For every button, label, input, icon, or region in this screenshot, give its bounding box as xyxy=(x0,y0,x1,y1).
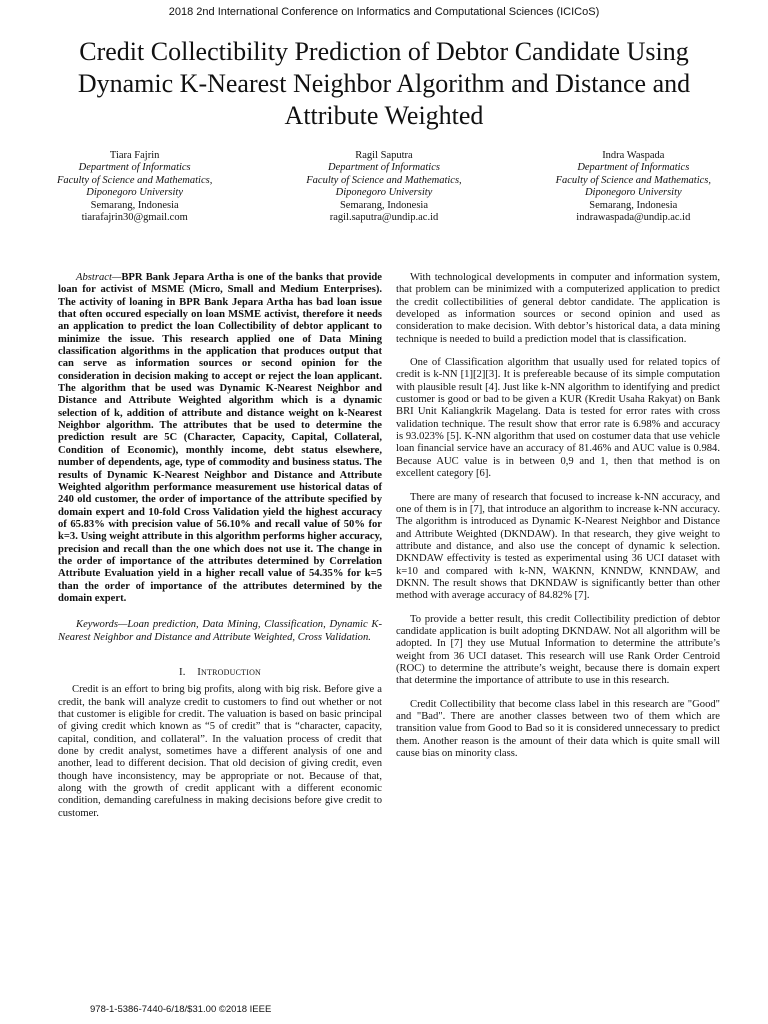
author-univ: Diponegoro University xyxy=(584,187,682,199)
author-email: ragil.saputra@undip.ac.id xyxy=(329,212,439,224)
section-number: I. xyxy=(178,665,186,678)
abstract-text: BPR Bank Jepara Artha is one of the banks that provide loan for activist of MSME (Micro, Small and Medium Enterprises). The activity of loaning in BPR Bank Jepara Artha has bad loan issue that often occured especially on loan MSME activist, therefore it needs an application to predict the loan Collectibility of debtor applicant to minimize the issue. This research applied one of Data Mining classification algorithms in the application that produces output that can serve as information sources or second opinion for the consideration in decision making to accept or reject the loan applicant. The algorithm that be used was Dynamic K-Nearest Neighbor and Distance and Attribute Weighted algorithm which is a dynamic selection of k, addition of attribute and distance weight on k-Nearest Neighbor algorithm. The attributes that be used to determine the prediction result are 5C (Character, Capacity, Capital, Collateral, Condition of Economic), monthly income, debt status elsewhere, number of dependents, age, type of commodity and business status. The results of Dynamic K-Nearest Neighbor and Distance and Attribute Weighted algorithm performance measurement use historical datas of 240 old customer, the order of importance of the attribute specified by domain expert and 10-fold Cross Validation yield the highest accuracy of 65.83% with precision value of 56.10% and recall value of 50% for k=3. Using weight attribute in this algorithm performs higher accuracy, precision and recall than the one which does not use it. The change in the order of importance of the attributes determined by Correlation Attribute Evaluation yield in a higher recall value of 54.35% for k=5 than the order of importance of the attributes determined by the domain expert. xyxy=(58,272,382,604)
author-2 xyxy=(264,150,504,224)
author-univ: Diponegoro University xyxy=(86,187,184,199)
author-email: tiarafajrin30@gmail.com xyxy=(81,212,188,224)
right-column xyxy=(396,272,720,771)
section-heading-introduction xyxy=(58,666,382,678)
author-faculty: Faculty of Science and Mathematics, xyxy=(56,174,213,186)
keywords: Keywords—Loan prediction, Data Mining, Classification, Dynamic K-Nearest Neighbor and Distance and Attribute Weighted, Cross Validation. xyxy=(58,619,382,643)
right-paragraph-3: There are many of research that focused to increase k-NN accuracy, and one of them is in [7], that introduce an algorithm to increase k-NN accuracy. The algorithm is introduced as Dynamic K-Nearest Neighbor and Distance and Attribute Weighted (DKNDAW). In that research, they give weight to attribute and distance, and also use the concept of dynamic k selection. DKNDAW effectivity is tested as experimental using 36 UCI dataset with k=10 and compared with k-NN, WAKNN, KNNDW, KNNDAW, and DKNN. The result shows that DKNDAW is significantly better than other method with average accuracy of 84.82% [7]. xyxy=(396,491,720,602)
copyright-footer: 978-1-5386-7440-6/18/$31.00 ©2018 IEEE xyxy=(90,1004,272,1015)
author-block xyxy=(10,150,758,224)
author-city: Semarang, Indonesia xyxy=(589,199,678,211)
right-paragraph-5: Credit Collectibility that become class label in this research are "Good" and "Bad". There are another classes between two of them which are transition value from Good to Bad so it is considered unnecessary to predict them. Another reason is the amount of their data which is quite small will cause bias on minority class. xyxy=(396,698,720,760)
author-faculty: Faculty of Science and Mathematics, xyxy=(306,174,462,186)
author-dept: Department of Informatics xyxy=(577,162,690,174)
author-email: indrawaspada@undip.ac.id xyxy=(576,212,691,224)
author-faculty: Faculty of Science and Mathematics, xyxy=(555,174,712,186)
author-3 xyxy=(513,150,753,224)
author-univ: Diponegoro University xyxy=(335,187,433,199)
author-dept: Department of Informatics xyxy=(78,162,191,174)
author-city: Semarang, Indonesia xyxy=(90,199,179,211)
abstract-lead: Abstract— xyxy=(76,272,122,283)
paper-title: Credit Collectibility Prediction of Debtor Candidate Using Dynamic K-Nearest Neighbor Algorithm and Distance and Attribute Weighted xyxy=(77,37,691,130)
author-name: Indra Waspada xyxy=(602,150,665,161)
author-name: Tiara Fajrin xyxy=(109,150,160,161)
right-paragraph-1: With technological developments in computer and information system, that problem can be minimized with a computerized application to predict the credit collectibilities of general debtor candidate. The application is developed as information sources or second opinion and used as consideration to make decision. With debtor’s historical data, a data mining technique is needed to build a prediction model that is classification. xyxy=(396,272,720,345)
left-column xyxy=(58,272,382,830)
section-title: Introduction xyxy=(197,665,262,678)
right-paragraph-2: One of Classification algorithm that usually used for related topics of credit is k-NN [1][2][3]. It is prefereable because of its simple computation with plausible result [4]. Just like k-NN algorithm to identifying and predict customer is good or bad to be given a KUR (Kredit Usaha Rakyat) on Bank BRI Unit Kaliangkrik Magelang. Data is tested for error rates with cross validation technique. The result show that error rate is 6.98% and accuracy is 93.023% [5]. K-NN algorithm that used on costumer data that use vehicle loan financial service have an accuracy of 81.46% and AUC value is 0.984. Because AUC value is in between 0,9 and 1, then that method is on excellent category [6]. xyxy=(396,357,720,480)
intro-paragraph-1: Credit is an effort to bring big profits, along with big risk. Before give a credit, the bank will analyze credit to customers to find out whether or not that customer is eligible for credit. The valuation is based on basic principal of giving credit which known as “5 of credit” that is “character, capacity, capital, condition, and collateral”. In the valuation process of credit that done by credit analyst, sometimes have a different analysis of one and another, lead to different decision. That old decision of giving credit, even though have inconsistency, may be appropriate or not. Because of that, along with the growth of credit applicant with a different economic condition, demanding carefulness in making decisions before give credit to customer. xyxy=(58,684,382,819)
author-dept: Department of Informatics xyxy=(327,162,440,174)
author-1 xyxy=(15,150,255,224)
abstract xyxy=(58,272,382,605)
right-paragraph-4: To provide a better result, this credit Collectibility prediction of debtor candidate application is built adopting DKNDAW. Not all algorithm will be adopted. In [7] they use Mutual Information to determine the attribute’s weight from 36 UCI dataset. This research will use Rank Order Centroid (ROC) to determine the attribute’s weight, because there is domain expert that determine the importance of attribute to use in this research. xyxy=(396,613,720,687)
author-name: Ragil Saputra xyxy=(355,150,413,161)
conference-header: 2018 2nd International Conference on Informatics and Computational Sciences (ICICoS) xyxy=(168,6,600,18)
author-city: Semarang, Indonesia xyxy=(339,199,429,211)
